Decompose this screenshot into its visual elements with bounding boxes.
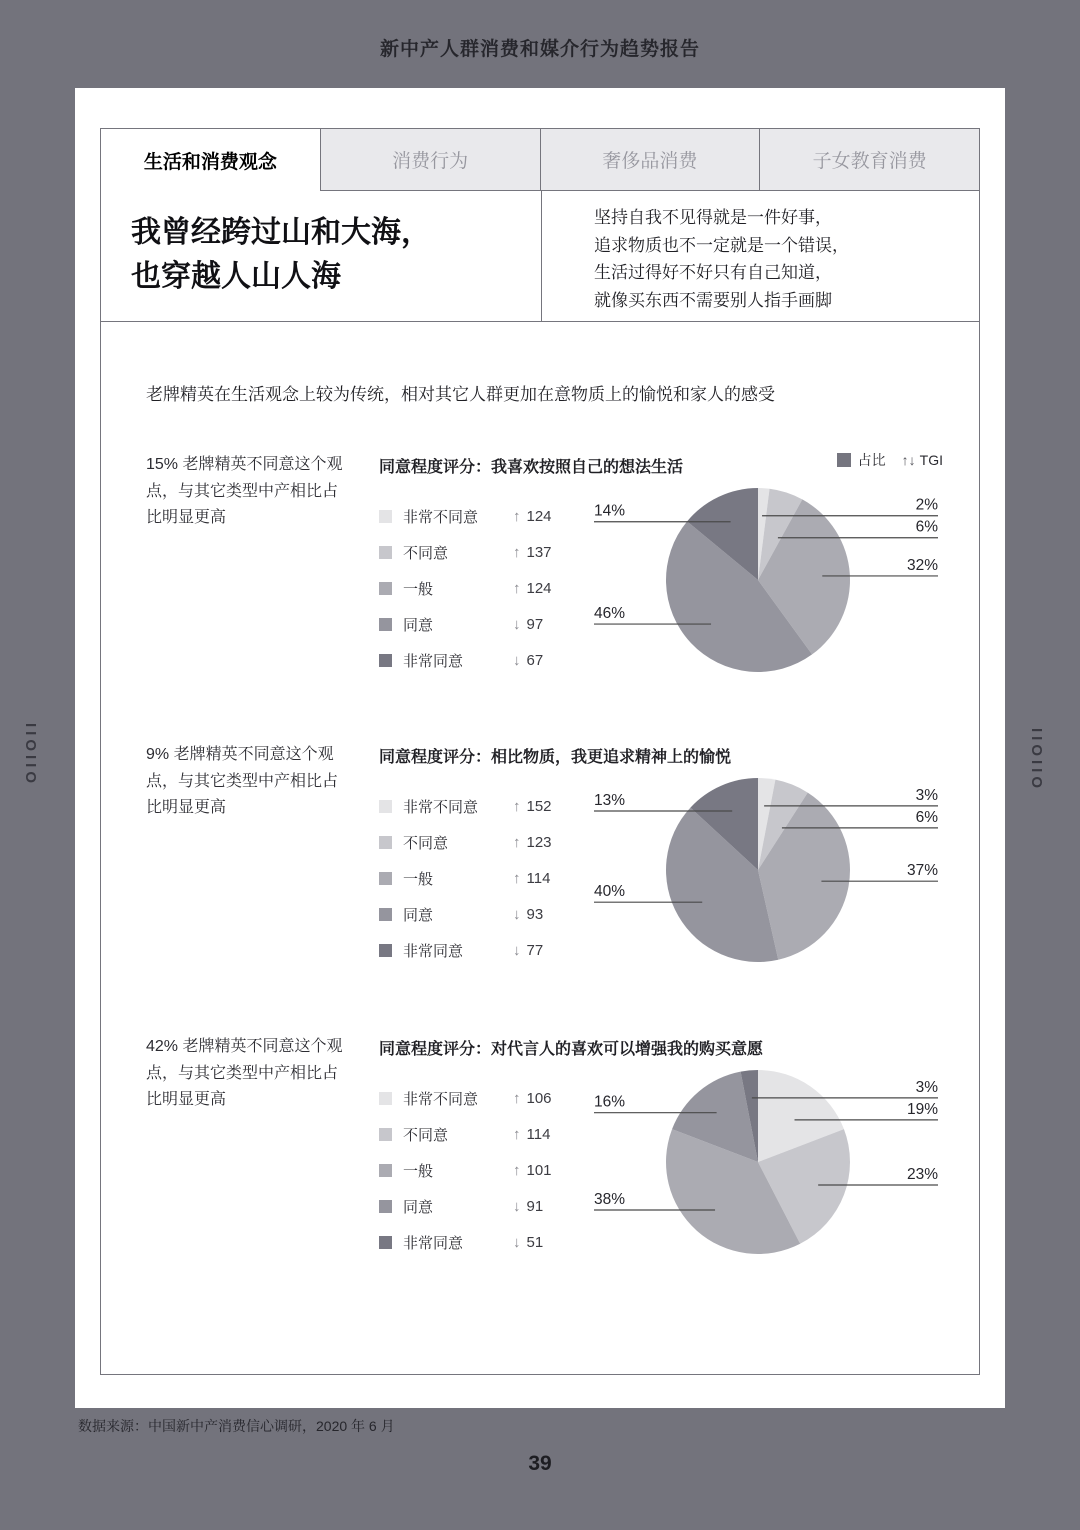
legend-item xyxy=(379,642,552,678)
legend-swatch-icon xyxy=(379,1092,392,1105)
pie-percent-label: 6% xyxy=(915,808,938,826)
page-card xyxy=(75,88,1005,1408)
tgi-arrow-up-icon: ↑ xyxy=(513,833,521,851)
pie-percent-label: 19% xyxy=(906,1100,938,1118)
legend-swatch-icon xyxy=(379,944,392,957)
tgi-value: 114 xyxy=(526,869,551,887)
legend-swatch-icon xyxy=(379,1200,392,1213)
quote-line: 生活过得好不好只有自己知道， xyxy=(594,263,832,283)
chart-block xyxy=(101,452,979,732)
chart-block xyxy=(101,742,979,1022)
legend-swatch-icon xyxy=(379,618,392,631)
legend-item xyxy=(379,788,552,824)
chart-note: 15% 老牌精英不同意这个观点，与其它类型中产相比占比明显更高 xyxy=(146,456,343,527)
page-number: 39 xyxy=(528,1452,552,1475)
tgi-value: 91 xyxy=(526,1197,544,1215)
pie-percent-label: 2% xyxy=(915,496,938,514)
tgi-arrow-up-icon: ↑ xyxy=(513,1125,521,1143)
chart-note: 42% 老牌精英不同意这个观点，与其它类型中产相比占比明显更高 xyxy=(146,1038,343,1109)
quote-line: 就像买东西不需要别人指手画脚 xyxy=(594,290,832,310)
tgi-arrow-down-icon: ↓ xyxy=(513,905,521,923)
legend-item xyxy=(379,896,552,932)
pie-percent-label: 3% xyxy=(915,786,938,804)
legend-swatch-icon xyxy=(379,1164,392,1177)
pie-chart xyxy=(586,480,946,692)
tgi-arrow-down-icon: ↓ xyxy=(513,1233,521,1251)
tgi-value: 123 xyxy=(526,833,552,851)
tgi-value: 97 xyxy=(526,615,544,633)
legend-item xyxy=(379,1080,552,1116)
legend-swatch-icon xyxy=(379,800,392,813)
tgi-arrow-down-icon: ↓ xyxy=(513,941,521,959)
tgi-arrow-up-icon: ↑ xyxy=(513,543,521,561)
tgi-value: 124 xyxy=(526,507,552,525)
legend-swatch-icon xyxy=(379,908,392,921)
tgi-arrow-down-icon: ↓ xyxy=(513,1197,521,1215)
chart-legend xyxy=(379,1080,552,1260)
pie-percent-label: 46% xyxy=(594,605,626,623)
chart-title: 同意程度评分：我喜欢按照自己的想法生活 xyxy=(379,459,684,476)
data-source-note: 数据来源：中国新中产消费信心调研，2020 年 6 月 xyxy=(78,1418,395,1434)
tab-consumption-behavior[interactable]: 消费行为 xyxy=(320,129,540,191)
pie-percent-label: 38% xyxy=(594,1190,626,1208)
legend-label: 非常不同意 xyxy=(403,508,479,526)
section-heading: 老牌精英在生活观念上较为传统，相对其它人群更加在意物质上的愉悦和家人的感受 xyxy=(146,385,775,404)
content-box xyxy=(100,128,980,1375)
tab-luxury-consumption[interactable]: 奢侈品消费 xyxy=(540,129,760,191)
tgi-arrow-up-icon: ↑ xyxy=(513,1161,521,1179)
page-title-line2: 也穿越人山人海 xyxy=(131,260,341,294)
legend-swatch-icon xyxy=(379,1236,392,1249)
legend-item xyxy=(379,1152,552,1188)
legend-swatch-icon xyxy=(379,510,392,523)
tgi-value: 124 xyxy=(526,579,552,597)
page-title xyxy=(101,191,541,321)
tgi-value: 51 xyxy=(526,1233,544,1251)
quote-line: 追求物质也不一定就是一个错误， xyxy=(594,235,849,255)
tgi-arrows-icon: ↑↓ xyxy=(901,452,916,468)
legend-label: 不同意 xyxy=(403,544,449,562)
left-side-mark: IIOIIO xyxy=(22,723,39,788)
pie-chart xyxy=(586,1062,946,1274)
legend-label: 一般 xyxy=(403,870,434,888)
legend-swatch-icon xyxy=(379,546,392,559)
legend-label: 一般 xyxy=(403,1162,434,1180)
tgi-arrow-up-icon: ↑ xyxy=(513,1089,521,1107)
tgi-value: 93 xyxy=(526,905,544,923)
chart-legend xyxy=(379,788,552,968)
legend-label: 非常同意 xyxy=(403,1234,464,1252)
tgi-value: 101 xyxy=(526,1161,552,1179)
legend-swatch-icon xyxy=(379,872,392,885)
pie-percent-label: 13% xyxy=(594,792,626,810)
tgi-label: TGI xyxy=(919,452,943,468)
tgi-arrow-up-icon: ↑ xyxy=(513,869,521,887)
pie-percent-label: 37% xyxy=(906,862,938,880)
pie-percent-label: 14% xyxy=(594,502,626,520)
quote-line: 坚持自我不见得就是一件好事， xyxy=(594,208,832,227)
tgi-arrow-up-icon: ↑ xyxy=(513,507,521,525)
legend-item xyxy=(379,1188,552,1224)
charts-area xyxy=(101,322,979,1373)
chart-block xyxy=(101,1034,979,1314)
tgi-arrow-up-icon: ↑ xyxy=(513,579,521,597)
hero-row xyxy=(101,191,979,322)
legend-item xyxy=(379,824,552,860)
pie-percent-label: 40% xyxy=(594,883,626,901)
pie-percent-label: 6% xyxy=(915,518,938,536)
legend-item xyxy=(379,860,552,896)
tab-bar xyxy=(101,129,979,191)
tgi-arrow-down-icon: ↓ xyxy=(513,651,521,669)
tgi-value: 137 xyxy=(526,543,552,561)
tgi-arrow-up-icon: ↑ xyxy=(513,797,521,815)
legend-label: 一般 xyxy=(403,580,434,598)
pie-percent-label: 32% xyxy=(906,556,938,574)
hero-quote xyxy=(541,191,979,321)
pie-chart xyxy=(586,770,946,982)
legend-label: 不同意 xyxy=(403,1126,449,1144)
tgi-value: 67 xyxy=(526,651,544,669)
tab-lifestyle-values[interactable]: 生活和消费观念 xyxy=(101,129,320,191)
legend-item xyxy=(379,606,552,642)
chart-title: 同意程度评分：对代言人的喜欢可以增强我的购买意愿 xyxy=(379,1041,764,1058)
legend-item xyxy=(379,1116,552,1152)
legend-swatch-icon xyxy=(379,582,392,595)
chart-note: 9% 老牌精英不同意这个观点，与其它类型中产相比占比明显更高 xyxy=(146,746,339,817)
legend-item xyxy=(379,498,552,534)
tgi-value: 77 xyxy=(526,941,544,959)
tgi-value: 152 xyxy=(526,797,552,815)
legend-swatch-icon xyxy=(379,1128,392,1141)
legend-swatch-icon xyxy=(379,836,392,849)
legend-label: 非常同意 xyxy=(403,942,464,960)
legend-label: 同意 xyxy=(403,616,434,634)
tgi-value: 106 xyxy=(526,1089,552,1107)
legend-item xyxy=(379,570,552,606)
report-header-title: 新中产人群消费和媒介行为趋势报告 xyxy=(379,39,700,60)
pie-percent-label: 23% xyxy=(906,1165,938,1183)
right-side-mark: IIOIIO xyxy=(1028,728,1045,793)
tgi-value: 114 xyxy=(526,1125,551,1143)
legend-label: 同意 xyxy=(403,1198,434,1216)
legend-label: 同意 xyxy=(403,906,434,924)
tab-children-education[interactable]: 子女教育消费 xyxy=(759,129,979,191)
tgi-arrow-down-icon: ↓ xyxy=(513,615,521,633)
legend-item xyxy=(379,534,552,570)
legend-label: 非常同意 xyxy=(403,652,464,670)
legend-item xyxy=(379,932,552,968)
share-label: 占比 xyxy=(857,452,886,468)
page-title-line1: 我曾经跨过山和大海， xyxy=(131,216,431,249)
legend-label: 不同意 xyxy=(403,834,449,852)
legend-label: 非常不同意 xyxy=(403,1090,479,1108)
legend-item xyxy=(379,1224,552,1260)
pie-percent-label: 16% xyxy=(594,1093,626,1111)
legend-label: 非常不同意 xyxy=(403,798,479,816)
legend-swatch-icon xyxy=(379,654,392,667)
chart-title: 同意程度评分：相比物质，我更追求精神上的愉悦 xyxy=(379,749,732,766)
pie-percent-label: 3% xyxy=(915,1078,938,1096)
chart-legend xyxy=(379,498,552,678)
